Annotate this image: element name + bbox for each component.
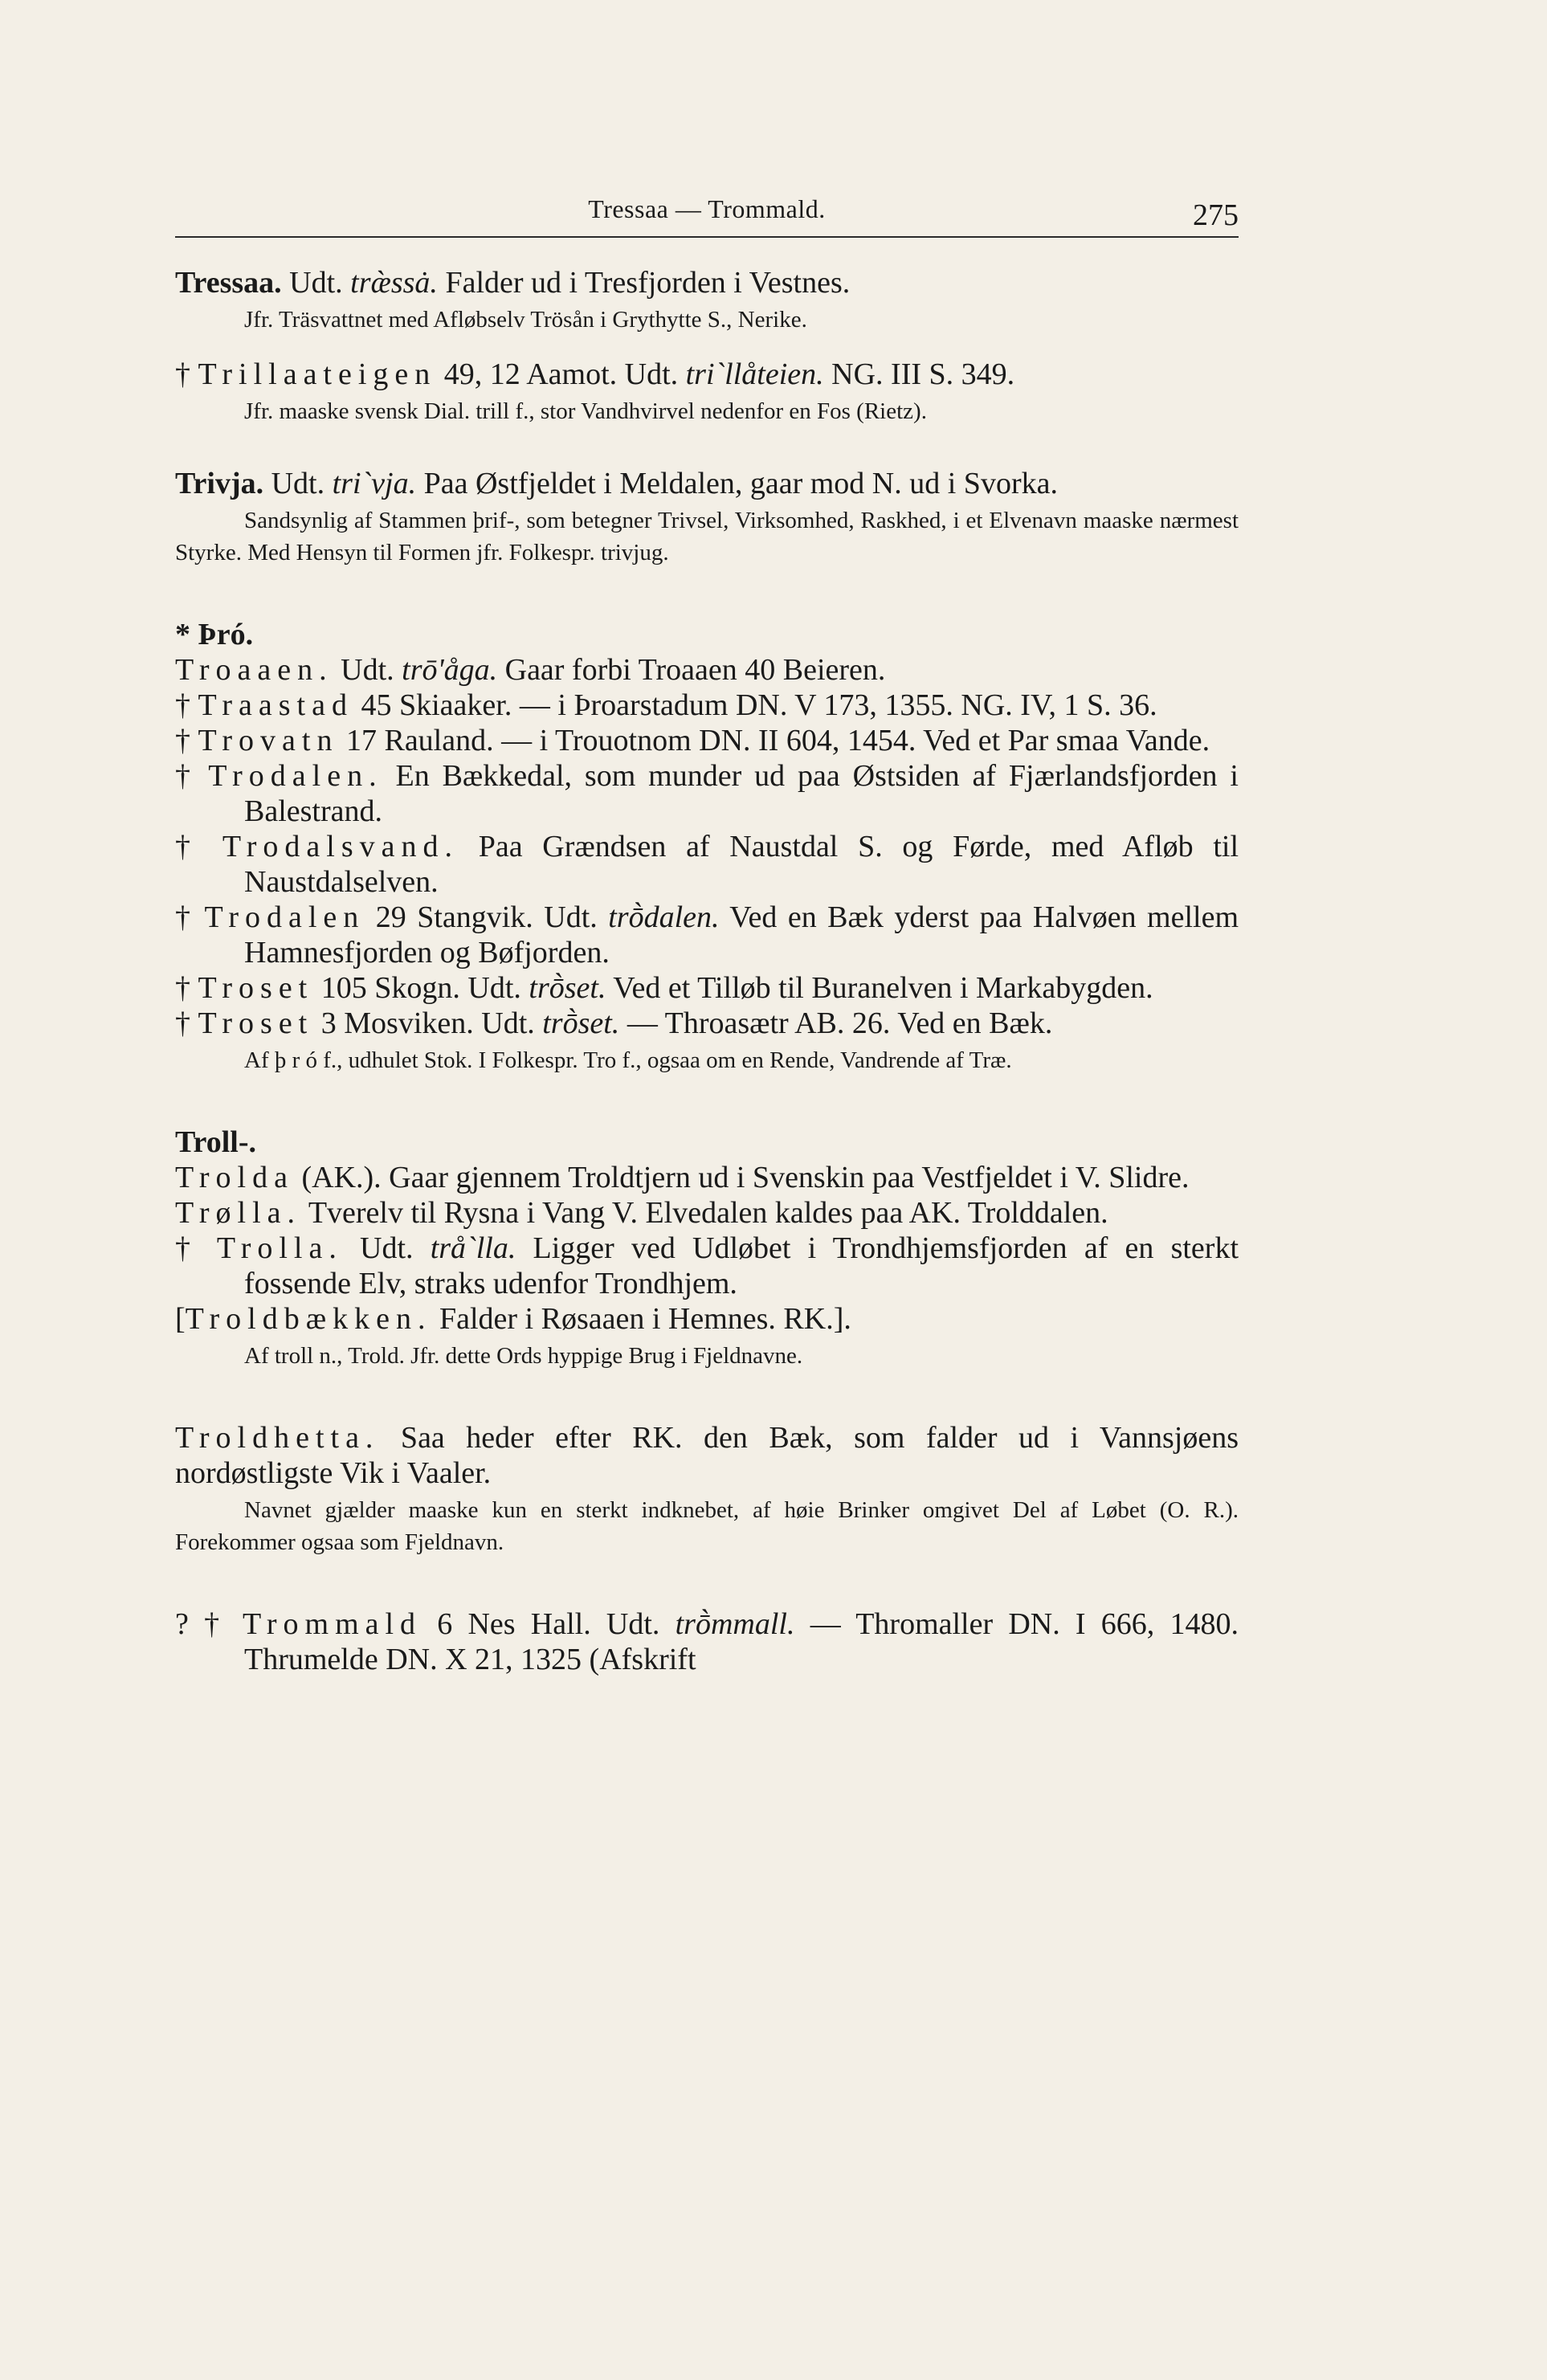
group-thro <box>175 617 1239 1076</box>
entry-text <box>175 265 1239 300</box>
pronunciation: tri`llåteien. <box>685 357 824 391</box>
entry-trillaateigen <box>175 357 1239 427</box>
entry-text <box>175 900 1239 970</box>
entry-headword: Trillaateigen <box>198 357 437 391</box>
entry-text-part: Ved en Bæk yderst paa Halvøen mellem Hamnesfjorden og Bøfjorden. <box>244 900 1239 970</box>
entry-text-part: 29 Stangvik. Udt. <box>365 900 609 934</box>
entry-headword: Trodalen. <box>208 759 383 793</box>
entry-trivja <box>175 466 1239 569</box>
pronunciation: trå`lla. <box>430 1231 516 1265</box>
dagger-mark: ? † <box>175 1607 243 1641</box>
entry-text <box>175 723 1239 758</box>
entry-text <box>175 1231 1239 1301</box>
entry-text-part: Saa heder efter RK. den Bæk, som falder ud i Vannsjøens nordøstligste Vik i Vaaler. <box>175 1421 1239 1490</box>
entry-text-part: — Thromaller DN. I 666, 1480. Thrumelde DN. X 21, 1325 (Afskrift <box>244 1607 1239 1676</box>
entry-text-part: 6 Nes Hall. Udt. <box>422 1607 676 1641</box>
entry-headword: Trodalsvand. <box>222 830 459 863</box>
entry-note: Navnet gjælder maaske kun en sterkt indknebet, af høie Brinker omgivet Del af Løbet (O. R.). Forekommer ogsaa som Fjeldnavn. <box>175 1497 1239 1555</box>
page-header <box>175 191 1239 236</box>
entry-text-part: 17 Rauland. — i Trouotnom DN. II 604, 1454. Ved et Par smaa Vande. <box>338 724 1210 757</box>
entry-text-part: Udt. <box>263 467 333 500</box>
entry-text-part: Udt. <box>342 1231 431 1265</box>
entry-text-part: Ligger ved Udløbet i Trondhjemsfjorden af en sterkt fossende Elv, straks udenfor Trondhjem. <box>244 1231 1239 1300</box>
entry-text-part: 105 Skogn. Udt. <box>313 971 529 1005</box>
entry-text-part: En Bækkedal, som munder ud paa Østsiden af Fjærlandsfjorden i Balestrand. <box>244 759 1239 828</box>
entry-text-part: 49, 12 Aamot. Udt. <box>436 357 686 391</box>
dagger-mark: † <box>175 1006 198 1040</box>
running-title: Tressaa — Trommald. <box>588 194 826 223</box>
dagger-mark: † <box>175 971 198 1005</box>
entry-text <box>175 1606 1239 1677</box>
group-troll <box>175 1125 1239 1372</box>
dagger-mark: † <box>175 759 209 793</box>
entry-text-part: 3 Mosviken. Udt. <box>313 1006 543 1040</box>
entry-headword: Trommald <box>242 1607 422 1641</box>
page-body <box>175 265 1239 1677</box>
entry-text-part: Falder i Røsaaen i Hemnes. RK.]. <box>431 1302 851 1336</box>
group-heading: Troll-. <box>175 1125 256 1159</box>
entry-text <box>175 1160 1239 1195</box>
pronunciation: trō'åga. <box>402 653 498 687</box>
entry-headword: Trolla. <box>216 1231 343 1265</box>
pronunciation: tri`vja. <box>332 467 417 500</box>
pronunciation: trṑdalen. <box>608 900 720 934</box>
entry-trommald <box>175 1606 1239 1677</box>
pronunciation: trṑset. <box>542 1006 620 1040</box>
entry-text <box>175 829 1239 900</box>
dagger-mark: † <box>175 724 198 757</box>
entry-text <box>175 970 1239 1006</box>
header-rule <box>175 236 1239 238</box>
entry-text <box>175 1006 1239 1041</box>
entry-text <box>175 466 1239 501</box>
entry-text-part: Ved et Tilløb til Buranelven i Markabygden. <box>606 971 1153 1005</box>
entry-text-part: Udt. <box>281 266 351 300</box>
entry-text <box>175 652 1239 688</box>
entry-headword: Troaaen. <box>175 653 333 687</box>
entry-headword: Troset <box>198 971 314 1005</box>
entry-text <box>175 1420 1239 1491</box>
pronunciation: trṑset. <box>529 971 606 1005</box>
entry-text-part: NG. III S. 349. <box>823 357 1015 391</box>
entry-troldhetta <box>175 1420 1239 1558</box>
entry-text <box>175 688 1239 723</box>
entry-text-part: Udt. <box>333 653 402 687</box>
entry-text-part: Paa Østfjeldet i Meldalen, gaar mod N. ud i Svorka. <box>416 467 1058 500</box>
entry-note: Jfr. Träsvattnet med Afløbselv Trösån i Grythytte S., Nerike. <box>244 307 807 333</box>
entry-tressaa <box>175 265 1239 336</box>
pronunciation: trṑmmall. <box>675 1607 795 1641</box>
entry-text <box>175 758 1239 829</box>
entry-headword: Traastad <box>198 688 353 722</box>
entry-headword: Trovatn <box>198 724 339 757</box>
entry-text-part: — Throasætr AB. 26. Ved en Bæk. <box>619 1006 1053 1040</box>
entry-headword: Troset <box>198 1006 314 1040</box>
entry-headword: Troldbækken. <box>185 1302 432 1336</box>
group-heading: * Þró. <box>175 618 254 651</box>
entry-text-part: Tverelv til Rysna i Vang V. Elvedalen kaldes paa AK. Trolddalen. <box>301 1196 1108 1230</box>
entry-headword: Trolda <box>175 1161 294 1194</box>
entry-text-part: Gaar forbi Troaaen 40 Beieren. <box>497 653 886 687</box>
entry-note: Af þ r ó f., udhulet Stok. I Folkespr. Tro f., ogsaa om en Rende, Vandrende af Træ. <box>244 1047 1012 1073</box>
entry-text-part: Falder ud i Tresfjorden i Vestnes. <box>437 266 851 300</box>
entry-headword: Trølla. <box>175 1196 302 1230</box>
entry-text-part: Paa Grændsen af Naustdal S. og Førde, med Afløb til Naustdalselven. <box>244 830 1239 899</box>
entry-headword: Troldhetta. <box>175 1421 380 1455</box>
entry-note: Jfr. maaske svensk Dial. trill f., stor Vandhvirvel nedenfor en Fos (Rietz). <box>244 398 927 424</box>
entry-note: Af troll n., Trold. Jfr. dette Ords hyppige Brug i Fjeldnavne. <box>244 1343 803 1369</box>
dagger-mark: † <box>175 688 198 722</box>
dagger-mark: † <box>175 900 205 934</box>
entry-text <box>175 1301 1239 1337</box>
dagger-mark: † <box>175 830 222 863</box>
dagger-mark: † <box>175 1231 217 1265</box>
page-number: 275 <box>1193 198 1239 232</box>
entry-headword: Tressaa. <box>175 266 282 300</box>
entry-text-part: 45 Skiaaker. — i Þroarstadum DN. V 173, 1355. NG. IV, 1 S. 36. <box>353 688 1157 722</box>
entry-note: Sandsynlig af Stammen þrif-, som betegner Trivsel, Virksomhed, Raskhed, i et Elvenavn maaske nærmest Styrke. Med Hensyn til Formen jfr. Folkespr. trivjug. <box>175 508 1239 565</box>
entry-text <box>175 357 1239 392</box>
entry-headword: Trodalen <box>204 900 365 934</box>
entry-headword: Trivja. <box>175 467 264 500</box>
dagger-mark: † <box>175 357 198 391</box>
bracket-mark: [ <box>175 1302 186 1336</box>
entry-text-part: (AK.). Gaar gjennem Troldtjern ud i Svenskin paa Vestfjeldet i V. Slidre. <box>293 1161 1190 1194</box>
entry-text <box>175 1195 1239 1231</box>
pronunciation: træ̀ssȧ. <box>350 266 438 300</box>
